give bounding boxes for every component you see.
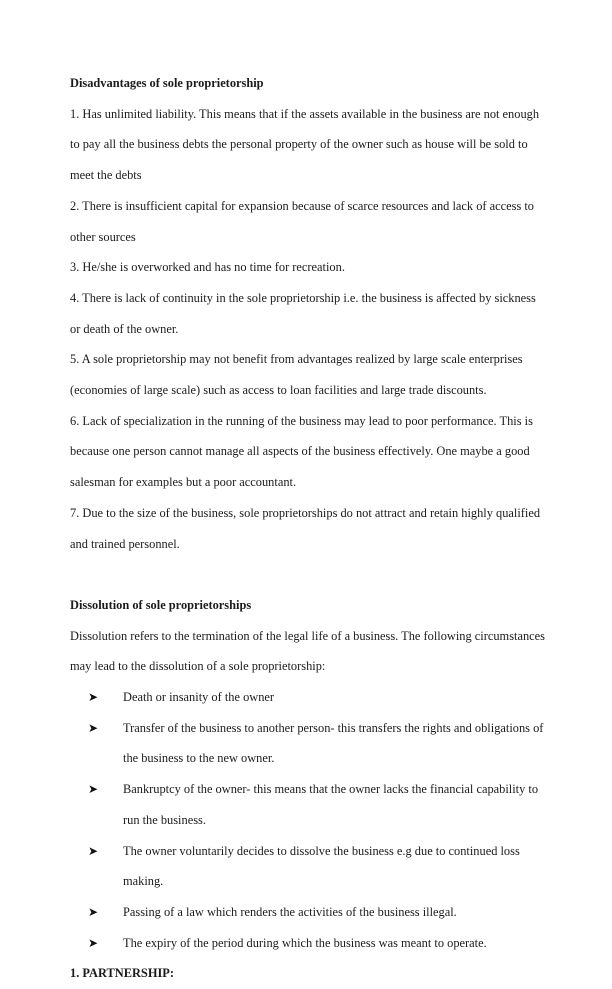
arrowhead-bullet-icon: ➤ [88,720,99,735]
list-item [88,897,546,928]
list-item [88,713,546,774]
list-item [88,928,546,959]
numbered-item-5: 5. A sole proprietorship may not benefit from advantages realized by large scale enterprises (economies of large scale) such as access to loan facilities and large trade discounts. [70,352,523,398]
section-heading-disadvantages: Disadvantages of sole proprietorship [70,76,264,90]
list-item-label: Passing of a law which renders the activities of the business illegal. [123,904,457,919]
arrowhead-bullet-icon: ➤ [88,690,99,705]
numbered-item-4: 4. There is lack of continuity in the sole proprietorship i.e. the business is affected by sickness or death of the owner. [70,290,536,336]
list-item [88,774,546,835]
list-item-label: The expiry of the period during which the business was meant to operate. [123,935,487,950]
dissolution-intro-paragraph: Dissolution refers to the termination of the legal life of a business. The following circumstances may lead to the dissolution of a sole proprietorship: [70,628,545,674]
arrowhead-bullet-icon: ➤ [88,843,99,858]
arrowhead-bullet-icon: ➤ [88,904,99,919]
list-item-label: Bankruptcy of the owner- this means that the owner lacks the financial capability to run the business. [123,782,539,827]
arrowhead-bullet-icon: ➤ [88,782,99,797]
section-spacer [70,559,546,590]
numbered-item-2: 2. There is insufficient capital for expansion because of scarce resources and lack of access to other sources [70,198,534,244]
arrowhead-bullet-icon: ➤ [88,935,99,950]
numbered-item-3: 3. He/she is overworked and has no time for recreation. [70,260,345,275]
section-heading-dissolution: Dissolution of sole proprietorships [70,597,252,612]
list-item [88,836,546,897]
numbered-item-6: 6. Lack of specialization in the running of the business may lead to poor performance. This is because one person cannot manage all aspects of the business effectively. One maybe a good salesman for examples but a poor accountant. [70,413,533,490]
document-body [70,68,546,989]
numbered-item-1: 1. Has unlimited liability. This means that if the assets available in the business are not enough to pay all the business debts the personal property of the owner such as house will be sold to meet the debts [70,106,540,183]
list-item-label: Death or insanity of the owner [123,690,275,705]
section-heading-partnership: 1. PARTNERSHIP: [70,966,174,981]
list-item-label: The owner voluntarily decides to dissolve the business e.g due to continued loss making. [123,843,520,889]
list-item [88,682,546,713]
numbered-item-7: 7. Due to the size of the business, sole proprietorships do not attract and retain highly qualified and trained personnel. [70,505,541,551]
list-item-label: Transfer of the business to another person- this transfers the rights and obligations of the business to the new owner. [123,720,544,766]
dissolution-bullet-list [70,682,546,958]
